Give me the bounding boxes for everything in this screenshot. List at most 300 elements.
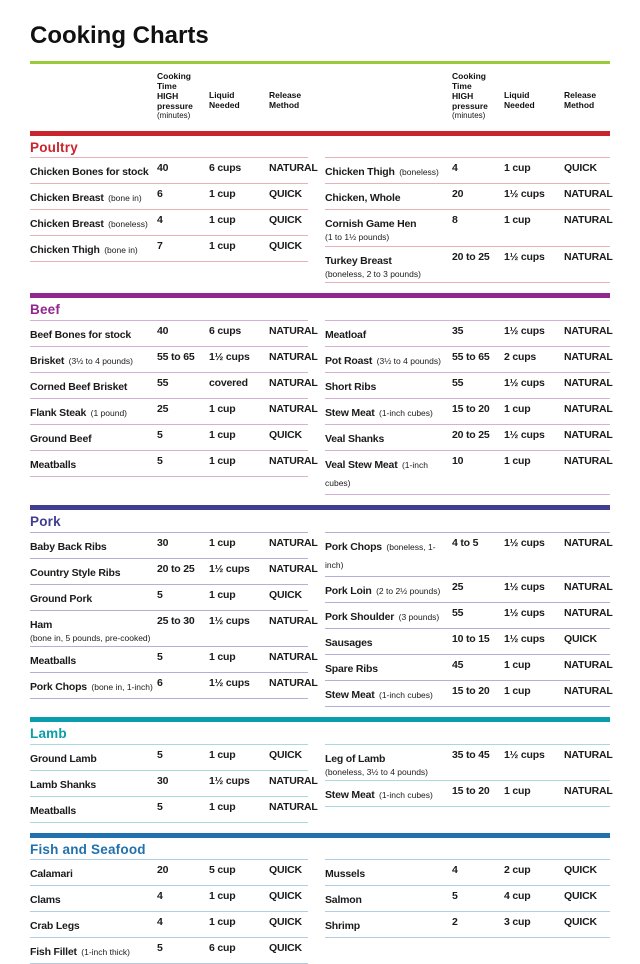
- section-bar-fish-and-seafood: [30, 833, 610, 838]
- pork-right-rows-table: [325, 532, 610, 707]
- cooking-time: 4: [157, 214, 207, 226]
- item-cell: [30, 325, 155, 343]
- item-note: (1 to 1½ pounds): [325, 233, 450, 242]
- cooking-time: 10: [452, 455, 502, 467]
- item-cell: [30, 890, 155, 908]
- table-row: [30, 183, 308, 209]
- release-method: NATURAL: [564, 188, 613, 200]
- table-row: [30, 584, 308, 610]
- item-note: (boneless): [399, 167, 439, 177]
- item-name: Stew Meat: [325, 689, 375, 701]
- table-row: [30, 450, 308, 476]
- item-cell: [325, 537, 450, 573]
- item-name: Country Style Ribs: [30, 567, 120, 579]
- title-divider: [30, 61, 610, 64]
- liquid-needed: 1½ cups: [504, 325, 562, 337]
- liquid-needed: 1 cup: [209, 455, 267, 467]
- liquid-needed: 1½ cups: [504, 251, 562, 263]
- lamb-right-rows-table: [325, 744, 610, 807]
- item-cell: [30, 214, 155, 232]
- section-columns: [30, 532, 610, 707]
- cooking-time: 4: [157, 890, 207, 902]
- liquid-needed: covered: [209, 377, 267, 389]
- release-method: QUICK: [269, 188, 308, 200]
- release-method: NATURAL: [564, 251, 613, 263]
- release-method: NATURAL: [564, 749, 613, 761]
- liquid-needed: 5 cup: [209, 864, 267, 876]
- item-cell: [30, 677, 155, 695]
- item-name: Pork Loin: [325, 585, 372, 597]
- item-name: Chicken, Whole: [325, 192, 400, 204]
- item-name: Stew Meat: [325, 407, 375, 419]
- item-note: (1-inch thick): [81, 947, 130, 957]
- sections-container: [30, 131, 610, 964]
- release-method: NATURAL: [269, 563, 318, 575]
- item-cell: [30, 455, 155, 473]
- item-note: (boneless, 1-inch): [325, 542, 436, 570]
- item-cell: [30, 801, 155, 819]
- item-name: Chicken Breast: [30, 218, 104, 230]
- beef-right-rows-table: [325, 320, 610, 495]
- table-row: [325, 576, 610, 602]
- item-cell: [325, 214, 450, 242]
- table-row: [325, 209, 610, 245]
- table-row: [30, 770, 308, 796]
- table-row: [30, 796, 308, 822]
- liquid-needed: 6 cups: [209, 325, 267, 337]
- liquid-needed: 1½ cups: [209, 677, 267, 689]
- release-method: NATURAL: [269, 537, 318, 549]
- table-row: [325, 346, 610, 372]
- liquid-needed: 6 cup: [209, 942, 267, 954]
- item-cell: [30, 537, 155, 555]
- liquid-needed: 1½ cups: [209, 351, 267, 363]
- liquid-needed: 1½ cups: [209, 775, 267, 787]
- item-cell: [30, 615, 155, 643]
- liquid-needed: 2 cup: [504, 864, 562, 876]
- item-name: Chicken Thigh: [30, 244, 100, 256]
- cooking-time: 30: [157, 537, 207, 549]
- cooking-time: 10 to 15: [452, 633, 502, 645]
- item-name: Meatloaf: [325, 329, 366, 341]
- release-method: NATURAL: [564, 607, 613, 619]
- release-method: NATURAL: [269, 615, 318, 627]
- item-name: Ground Beef: [30, 433, 91, 445]
- item-name: Crab Legs: [30, 920, 80, 932]
- cooking-time: 5: [452, 890, 502, 902]
- liquid-needed: 1 cup: [209, 214, 267, 226]
- item-cell: [30, 240, 155, 258]
- section-title-beef: Beef: [30, 303, 610, 318]
- table-row: [325, 246, 610, 282]
- cooking-time: 2: [452, 916, 502, 928]
- table-row: [325, 859, 610, 885]
- cooking-time: 4 to 5: [452, 537, 502, 549]
- liquid-needed: 1 cup: [209, 801, 267, 813]
- section-columns: [30, 320, 610, 495]
- cooking-time: 25: [157, 403, 207, 415]
- release-method: QUICK: [269, 240, 308, 252]
- section-title-poultry: Poultry: [30, 141, 610, 156]
- item-name: Pot Roast: [325, 355, 372, 367]
- liquid-needed: 1½ cups: [504, 607, 562, 619]
- release-method-header: Release Method: [269, 90, 308, 120]
- item-note: (boneless, 2 to 3 pounds): [325, 270, 450, 279]
- liquid-needed: 1 cup: [504, 162, 562, 174]
- item-cell: [325, 325, 450, 343]
- liquid-needed: 1 cup: [209, 537, 267, 549]
- release-method: QUICK: [269, 214, 308, 226]
- release-method: NATURAL: [564, 581, 613, 593]
- item-name: Spare Ribs: [325, 663, 378, 675]
- release-method: QUICK: [564, 890, 610, 902]
- table-row: [325, 532, 610, 576]
- fish-and-seafood-right-rows-table: [325, 859, 610, 938]
- release-method: NATURAL: [564, 785, 613, 797]
- table-row: [30, 532, 308, 558]
- section-columns: [30, 744, 610, 823]
- table-header: [325, 71, 610, 121]
- item-note: (3½ to 4 pounds): [69, 356, 133, 366]
- liquid-needed: 1½ cups: [504, 188, 562, 200]
- release-method: NATURAL: [564, 325, 613, 337]
- item-name: Chicken Bones for stock: [30, 166, 149, 178]
- release-method: QUICK: [269, 429, 308, 441]
- item-name: Meatballs: [30, 655, 76, 667]
- release-method: QUICK: [269, 942, 308, 954]
- release-method: NATURAL: [269, 677, 318, 689]
- table-row: [325, 372, 610, 398]
- section-beef: [30, 293, 610, 495]
- item-cell: [30, 429, 155, 447]
- item-name: Shrimp: [325, 920, 360, 932]
- item-cell: [30, 377, 155, 395]
- item-cell: [325, 633, 450, 651]
- item-note: (3 pounds): [399, 612, 440, 622]
- cooking-time: 55 to 65: [157, 351, 207, 363]
- release-method: NATURAL: [564, 214, 613, 226]
- table-row: [325, 885, 610, 911]
- table-row: [325, 602, 610, 628]
- item-cell: [325, 785, 450, 803]
- cooking-time-header: Cooking Time HIGH pressure (minutes): [452, 71, 502, 121]
- liquid-needed: 1 cup: [504, 403, 562, 415]
- liquid-needed: 1 cup: [209, 749, 267, 761]
- liquid-needed: 1½ cups: [504, 581, 562, 593]
- section-bar-lamb: [30, 717, 610, 722]
- liquid-needed: 2 cups: [504, 351, 562, 363]
- liquid-needed: 1 cup: [209, 651, 267, 663]
- item-name: Calamari: [30, 868, 73, 880]
- table-row: [30, 744, 308, 770]
- cooking-time: 5: [157, 651, 207, 663]
- release-method: NATURAL: [269, 351, 318, 363]
- section-columns: [30, 157, 610, 283]
- release-method: NATURAL: [564, 429, 613, 441]
- cooking-time-unit: (minutes): [452, 111, 502, 120]
- item-note: (bone in): [104, 245, 138, 255]
- table-row: [30, 672, 308, 698]
- item-note: (bone in, 5 pounds, pre-cooked): [30, 634, 155, 643]
- item-name: Corned Beef Brisket: [30, 381, 127, 393]
- section-columns: [30, 859, 610, 964]
- section-bar-beef: [30, 293, 610, 298]
- release-method: QUICK: [564, 633, 610, 645]
- cooking-time: 5: [157, 942, 207, 954]
- liquid-needed: 1 cup: [209, 890, 267, 902]
- section-title-fish-and-seafood: Fish and Seafood: [30, 843, 610, 858]
- liquid-needed: 1 cup: [209, 240, 267, 252]
- cooking-time: 35 to 45: [452, 749, 502, 761]
- item-cell: [325, 351, 450, 369]
- item-name: Turkey Breast: [325, 255, 392, 267]
- item-cell: [30, 942, 155, 960]
- release-method: NATURAL: [269, 325, 318, 337]
- table-row: [325, 398, 610, 424]
- release-method: NATURAL: [564, 685, 613, 697]
- cooking-time: 20 to 25: [157, 563, 207, 575]
- item-name: Ham: [30, 619, 52, 631]
- cooking-time: 5: [157, 589, 207, 601]
- release-method: NATURAL: [564, 659, 613, 671]
- item-cell: [30, 403, 155, 421]
- table-row: [30, 937, 308, 963]
- release-method: QUICK: [269, 916, 308, 928]
- release-method: NATURAL: [564, 403, 613, 415]
- cooking-time: 8: [452, 214, 502, 226]
- cooking-time: 5: [157, 455, 207, 467]
- table-row: [325, 780, 610, 806]
- table-row: [30, 209, 308, 235]
- release-method: NATURAL: [269, 162, 318, 174]
- release-method: NATURAL: [564, 455, 613, 467]
- cooking-time: 15 to 20: [452, 785, 502, 797]
- cooking-time: 4: [452, 864, 502, 876]
- fish-and-seafood-left-rows-table: [30, 859, 308, 964]
- item-name: Pork Chops: [30, 681, 87, 693]
- item-cell: [325, 429, 450, 447]
- cooking-time-header: Cooking Time HIGH pressure (minutes): [157, 71, 207, 121]
- cooking-time: 6: [157, 188, 207, 200]
- item-name: Flank Steak: [30, 407, 86, 419]
- release-method: QUICK: [269, 890, 308, 902]
- item-name: Meatballs: [30, 805, 76, 817]
- item-name: Veal Shanks: [325, 433, 384, 445]
- item-name: Baby Back Ribs: [30, 541, 107, 553]
- release-method-header: Release Method: [564, 90, 610, 120]
- liquid-needed: 1½ cups: [504, 537, 562, 549]
- liquid-needed: 1 cup: [209, 403, 267, 415]
- item-name: Fish Fillet: [30, 946, 77, 958]
- liquid-needed: 1 cup: [504, 455, 562, 467]
- item-cell: [325, 607, 450, 625]
- item-name: Lamb Shanks: [30, 779, 96, 791]
- table-row: [30, 398, 308, 424]
- item-note: (3½ to 4 pounds): [377, 356, 441, 366]
- item-cell: [30, 916, 155, 934]
- table-row: [325, 157, 610, 183]
- item-note: (1-inch cubes): [379, 790, 433, 800]
- cooking-time: 4: [452, 162, 502, 174]
- liquid-needed: 1 cup: [504, 214, 562, 226]
- table-row: [30, 558, 308, 584]
- liquid-needed: 3 cup: [504, 916, 562, 928]
- release-method: NATURAL: [564, 537, 613, 549]
- table-row: [325, 628, 610, 654]
- item-name: Meatballs: [30, 459, 76, 471]
- item-cell: [325, 377, 450, 395]
- cooking-time: 15 to 20: [452, 403, 502, 415]
- cooking-time: 55: [452, 377, 502, 389]
- item-cell: [325, 685, 450, 703]
- item-name: Mussels: [325, 868, 365, 880]
- liquid-needed: 1 cup: [209, 916, 267, 928]
- item-note: (1-inch cubes): [379, 690, 433, 700]
- item-cell: [30, 775, 155, 793]
- item-name: Sausages: [325, 637, 372, 649]
- cooking-time: 55: [452, 607, 502, 619]
- table-row: [30, 911, 308, 937]
- release-method: NATURAL: [269, 377, 318, 389]
- section-lamb: [30, 717, 610, 823]
- table-row: [30, 157, 308, 183]
- item-name: Stew Meat: [325, 789, 375, 801]
- release-method: NATURAL: [269, 775, 318, 787]
- liquid-needed: 1 cup: [504, 785, 562, 797]
- release-method: QUICK: [564, 162, 610, 174]
- cooking-time: 6: [157, 677, 207, 689]
- item-cell: [325, 188, 450, 206]
- item-name: Chicken Breast: [30, 192, 104, 204]
- cooking-time: 40: [157, 162, 207, 174]
- poultry-right-rows-table: [325, 157, 610, 283]
- item-note: (1-inch cubes): [325, 460, 428, 488]
- section-title-lamb: Lamb: [30, 727, 610, 742]
- table-row: [30, 859, 308, 885]
- liquid-needed: 1 cup: [504, 659, 562, 671]
- cooking-time: 30: [157, 775, 207, 787]
- item-cell: [30, 589, 155, 607]
- item-name: Leg of Lamb: [325, 753, 385, 765]
- item-note: (boneless, 3½ to 4 pounds): [325, 768, 450, 777]
- item-cell: [30, 651, 155, 669]
- table-row: [30, 346, 308, 372]
- section-title-pork: Pork: [30, 515, 610, 530]
- section-poultry: [30, 131, 610, 284]
- item-note: (1-inch cubes): [379, 408, 433, 418]
- item-cell: [325, 403, 450, 421]
- item-name: Veal Stew Meat: [325, 459, 397, 471]
- cooking-time: 35: [452, 325, 502, 337]
- table-row: [325, 424, 610, 450]
- item-name: Pork Chops: [325, 541, 382, 553]
- table-row: [325, 744, 610, 780]
- table-row: [30, 610, 308, 646]
- section-bar-poultry: [30, 131, 610, 136]
- item-name: Chicken Thigh: [325, 166, 395, 178]
- liquid-needed: 1 cup: [504, 685, 562, 697]
- release-method: QUICK: [269, 749, 308, 761]
- column-headers: [30, 71, 610, 121]
- liquid-needed: 1 cup: [209, 188, 267, 200]
- liquid-needed: 1 cup: [209, 429, 267, 441]
- item-name: Short Ribs: [325, 381, 376, 393]
- cooking-time: 15 to 20: [452, 685, 502, 697]
- item-name: Cornish Game Hen: [325, 218, 416, 230]
- lamb-left-rows-table: [30, 744, 308, 823]
- liquid-needed: 1½ cups: [209, 563, 267, 575]
- item-cell: [30, 188, 155, 206]
- liquid-needed: 4 cup: [504, 890, 562, 902]
- table-row: [30, 885, 308, 911]
- item-cell: [30, 563, 155, 581]
- item-note: (boneless): [108, 219, 148, 229]
- item-cell: [30, 864, 155, 882]
- cooking-time: 25: [452, 581, 502, 593]
- table-row: [30, 320, 308, 346]
- item-name: Ground Lamb: [30, 753, 97, 765]
- table-row: [325, 911, 610, 937]
- item-cell: [325, 749, 450, 777]
- liquid-needed: 1½ cups: [504, 749, 562, 761]
- liquid-needed-header: Liquid Needed: [209, 90, 267, 120]
- item-cell: [325, 916, 450, 934]
- cooking-time: 20 to 25: [452, 429, 502, 441]
- liquid-needed-header: Liquid Needed: [504, 90, 562, 120]
- beef-left-rows-table: [30, 320, 308, 477]
- release-method: NATURAL: [269, 455, 318, 467]
- table-row: [325, 680, 610, 706]
- cooking-time: 5: [157, 801, 207, 813]
- item-cell: [325, 890, 450, 908]
- cooking-time: 40: [157, 325, 207, 337]
- liquid-needed: 1½ cups: [209, 615, 267, 627]
- cooking-time: 20 to 25: [452, 251, 502, 263]
- table-row: [30, 646, 308, 672]
- cooking-time: 20: [157, 864, 207, 876]
- section-bar-pork: [30, 505, 610, 510]
- item-name: Salmon: [325, 894, 362, 906]
- pork-left-rows-table: [30, 532, 308, 699]
- table-row: [325, 320, 610, 346]
- release-method: QUICK: [269, 864, 308, 876]
- item-cell: [325, 162, 450, 180]
- release-method: QUICK: [269, 589, 308, 601]
- table-row: [325, 183, 610, 209]
- item-cell: [30, 162, 155, 180]
- item-cell: [325, 659, 450, 677]
- liquid-needed: 1½ cups: [504, 633, 562, 645]
- release-method: QUICK: [564, 864, 610, 876]
- item-name: Clams: [30, 894, 61, 906]
- item-cell: [325, 581, 450, 599]
- item-note: (1 pound): [91, 408, 127, 418]
- item-name: Pork Shoulder: [325, 611, 394, 623]
- cooking-time-unit: (minutes): [157, 111, 207, 120]
- table-header: [30, 71, 308, 121]
- item-name: Brisket: [30, 355, 64, 367]
- item-note: (bone in): [108, 193, 142, 203]
- release-method: NATURAL: [269, 651, 318, 663]
- section-fish-and-seafood: [30, 833, 610, 964]
- cooking-time: 25 to 30: [157, 615, 207, 627]
- cooking-time: 55: [157, 377, 207, 389]
- cooking-time: 45: [452, 659, 502, 671]
- table-row: [325, 450, 610, 494]
- table-row: [325, 654, 610, 680]
- release-method: NATURAL: [564, 377, 613, 389]
- item-name: Beef Bones for stock: [30, 329, 131, 341]
